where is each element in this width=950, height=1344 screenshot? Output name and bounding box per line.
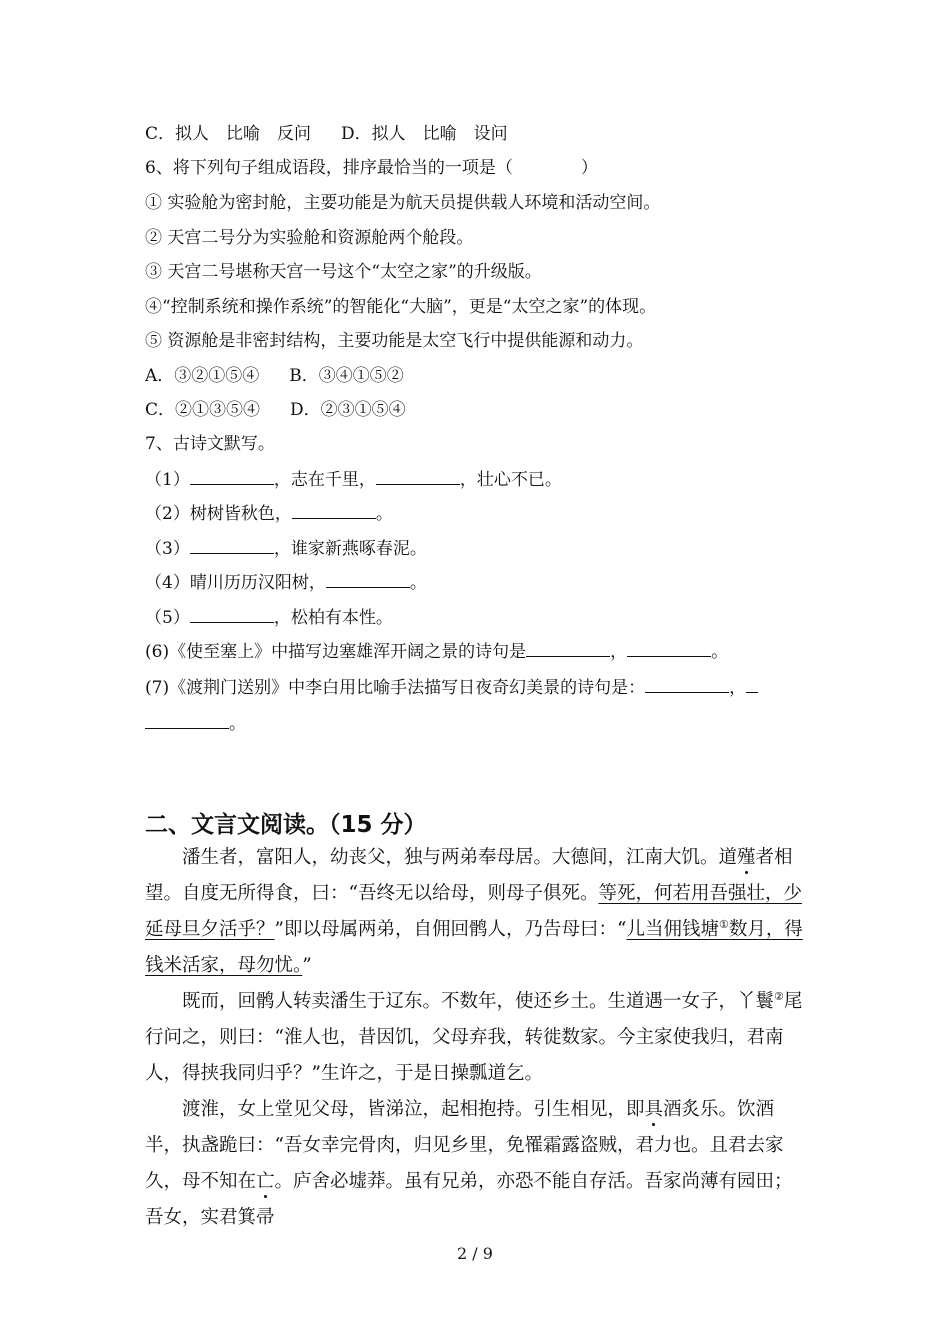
q5-option-c: C．拟人 比喻 反问 [145, 124, 312, 144]
answer-blank-start[interactable] [746, 677, 758, 693]
answer-blank-end[interactable] [145, 713, 229, 729]
q7-item-4-text: （4）晴川历历汉阳树， [145, 573, 326, 593]
q7-item-5-label: （5） [145, 608, 190, 628]
q5-options-cd [145, 124, 508, 144]
q7-item-5 [145, 607, 393, 628]
underlined-sentence-1: 等死，何若用吾强壮，少延母旦夕活乎？ [145, 883, 802, 940]
section-title: 二、文言文阅读。（15 分） [145, 812, 427, 838]
q7-item-3-text: ，谁家新燕啄春泥。 [273, 539, 427, 559]
p3-dotted-char-1: 具 [644, 1099, 664, 1120]
q6-option-c: C．②①③⑤④ [145, 400, 261, 420]
q7-stem: 7、古诗文默写。 [145, 434, 275, 454]
q7-item-6-comma: ， [610, 642, 628, 662]
underlined-sentence-2b: 数月，得钱米活家，母勿忧。 [145, 919, 803, 976]
q6-sentence-3: ③ 天宫二号堪称天宫一号这个“太空之家”的升级版。 [145, 262, 542, 282]
q7-item-4-end: 。 [409, 573, 427, 593]
q7-item-4 [145, 572, 427, 593]
q7-item-1-text: ，志在千里， [273, 470, 376, 490]
p2-text-a: 既而，回鹘人转卖潘生于辽东。不数年，使还乡土。生道遇一女子，丫鬟 [182, 991, 775, 1012]
underlined-sentence-2a: 儿当佣钱塘 [626, 919, 719, 940]
q6-stem: 6、将下列句子组成语段，排序最恰当的一项是（ ） [145, 158, 598, 178]
q6-option-d: D．②③①⑤④ [290, 400, 406, 420]
q7-item-3-label: （3） [145, 539, 190, 559]
page-number: 2 / 9 [457, 1244, 493, 1263]
p3-text-e: 。庐舍必墟莽。虽有兄弟，亦恐不能自存活。吾家尚薄有园田；吾女，实君箕帚 [145, 1171, 793, 1228]
q7-item-5-text: ，松柏有本性。 [273, 608, 393, 628]
p3-dotted-char-2: 亡 [256, 1171, 275, 1192]
q6-sentence-1: ① 实验舱为密封舱，主要功能是为航天员提供载人环境和活动空间。 [145, 193, 661, 213]
footnote-mark-1: ① [718, 917, 729, 931]
q7-item-7-end: 。 [229, 714, 246, 734]
p2-text-b: 尾行问之，则曰：“淮人也，昔因饥，父母弃我，转徙数家。今主家使我归，君南人，得挟我同归乎？”生许之，于是日操瓢道乞。 [145, 991, 803, 1084]
q7-item-2-end: 。 [375, 504, 393, 524]
answer-blank[interactable] [326, 572, 410, 588]
q7-item-7 [145, 677, 758, 698]
q6-options-ab [145, 366, 404, 386]
p1-text-c: 者相望。自度无所得食，曰：“吾终无以给母，则母子俱死。 [145, 847, 793, 904]
q7-item-2-text: （2）树树皆秋色， [145, 504, 292, 524]
p3-text-a: 渡淮，女上堂见父母，皆涕泣，起相抱持。引生相见，即 [182, 1099, 645, 1120]
answer-blank[interactable] [645, 677, 729, 693]
p1-text-e: ” [302, 955, 312, 976]
passage-paragraph-3 [145, 1092, 809, 1236]
q7-item-6 [145, 641, 728, 662]
q6-options-cd [145, 400, 406, 420]
q7-item-7-text: (7)《渡荆门送别》中李白用比喻手法描写日夜奇幻美景的诗句是： [145, 678, 646, 698]
q7-item-1-text-end: ，壮心不已。 [459, 470, 562, 490]
q7-item-3 [145, 538, 427, 559]
q7-item-6-end: 。 [711, 642, 729, 662]
q7-item-7-continued [145, 713, 246, 734]
q6-sentence-5: ⑤ 资源舱是非密封结构，主要功能是太空飞行中提供能源和动力。 [145, 331, 644, 351]
answer-blank[interactable] [190, 538, 274, 554]
passage-paragraph-2 [145, 984, 809, 1092]
q7-item-6-text: (6)《使至塞上》中描写边塞雄浑开阔之景的诗句是 [145, 642, 527, 662]
q5-option-d: D．拟人 比喻 设问 [341, 124, 508, 144]
answer-blank[interactable] [190, 607, 274, 623]
q7-item-1 [145, 469, 562, 490]
p1-text-a: 潘生者，富阳人，幼丧父，独与两弟奉母居。大德间，江南大饥。道 [182, 847, 738, 868]
q7-item-7-comma: ， [729, 678, 747, 698]
answer-blank[interactable] [376, 469, 460, 485]
q6-sentence-4: ④“控制系统和操作系统”的智能化“大脑”，更是“太空之家”的体现。 [145, 297, 657, 317]
answer-blank[interactable] [526, 641, 610, 657]
passage-paragraph-1 [145, 840, 809, 984]
q6-option-a: A．③②①⑤④ [145, 366, 260, 386]
p1-dotted-char: 殣 [737, 847, 756, 868]
q6-option-b: B．③④①⑤② [289, 366, 404, 386]
q7-item-2 [145, 503, 393, 524]
p3-text-c: 酒炙乐。饮酒半，执盏跪曰：“吾女幸完骨肉，归见乡里，免罹霜露盗贼，君力也。且君去家久，母不知在 [145, 1099, 784, 1192]
footnote-mark-2: ② [774, 989, 784, 1003]
answer-blank[interactable] [627, 641, 711, 657]
q7-item-1-label: （1） [145, 470, 190, 490]
answer-blank[interactable] [292, 503, 376, 519]
p1-text-d: ”即以母属两弟，自佣回鹘人，乃告母曰：“ [274, 919, 627, 940]
q6-sentence-2: ② 天宫二号分为实验舱和资源舱两个舱段。 [145, 228, 474, 248]
answer-blank[interactable] [190, 469, 274, 485]
